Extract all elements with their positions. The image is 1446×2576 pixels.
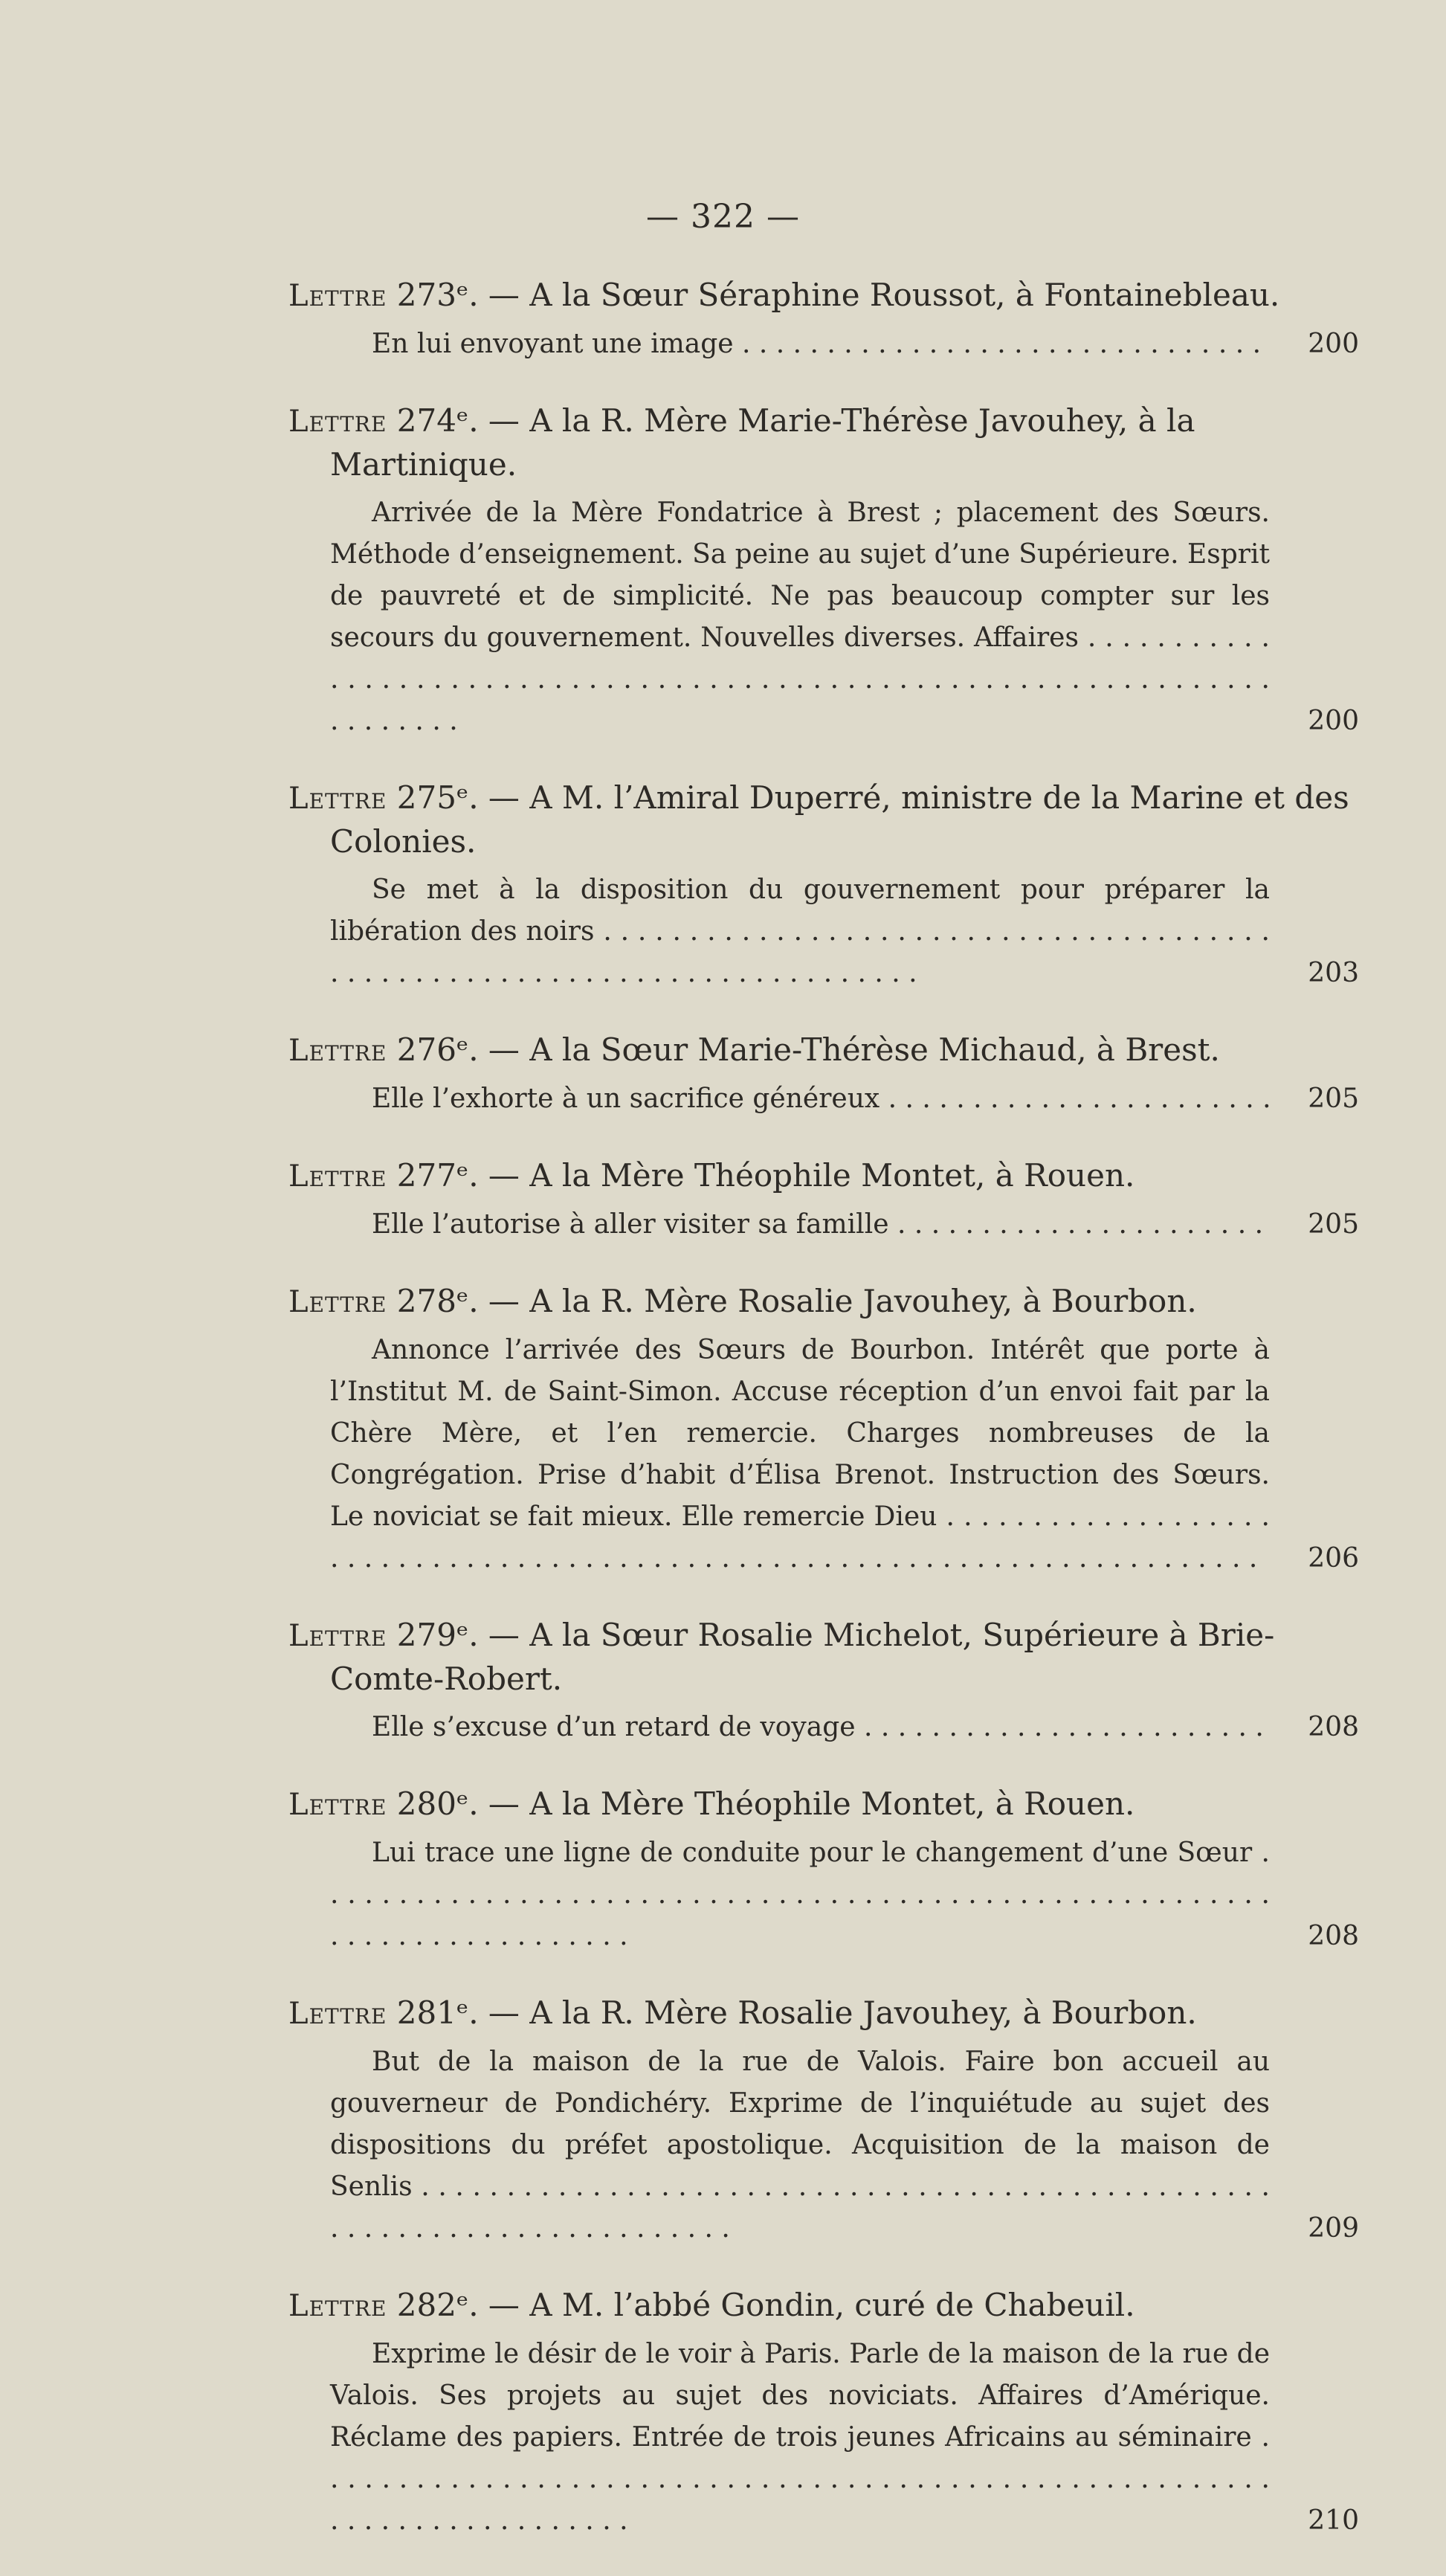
entry-page-reference: 200	[1308, 706, 1359, 736]
entry-heading	[288, 274, 1356, 318]
entry-summary: Annonce l’arrivée des Sœurs de Bourbon. Intérêt que porte à l’Institut M. de Saint-Simon. Accuse réception d’un envoi fait par la Chère Mère, et l’en remercie. Charges nombreuses de la Congrégation. Prise d’habit d’Élisa Brenot. Instruction des Sœurs. Le noviciat se fait mieux. Elle remercie Dieu . . .	[288, 1330, 1270, 1580]
entry-heading	[288, 2284, 1356, 2328]
entry-label: Lettre	[288, 782, 387, 816]
entry-summary: Arrivée de la Mère Fondatrice à Brest ; placement des Sœurs. Méthode d’enseignement. Sa peine au sujet d’une Supérieure. Esprit de pauvreté et de simplicité. Ne pas beaucoup compter sur les secours du gouvernement. Nouvelles diverses. Affaires . . .	[288, 492, 1270, 742]
entry-label: Lettre	[288, 405, 387, 439]
entry-label: Lettre	[288, 2289, 387, 2323]
entry-page-reference: 208	[1308, 1712, 1359, 1742]
entry-summary-row	[288, 2041, 1404, 2250]
entry-page-reference: 203	[1308, 958, 1359, 988]
entry-page-reference: 206	[1308, 1543, 1359, 1574]
toc-entry-274	[288, 399, 1404, 742]
entry-label: Lettre	[288, 1159, 387, 1194]
entry-title: 277ᵉ. — A la Mère Théophile Montet, à Rouen.	[396, 1157, 1135, 1194]
entry-summary-row	[288, 492, 1404, 742]
entry-label: Lettre	[288, 1788, 387, 1822]
entry-title: 275ᵉ. — A M. l’Amiral Duperré, ministre de la Marine et des Colonies.	[330, 779, 1349, 860]
entry-summary: Elle s’excuse d’un retard de voyage . . .	[288, 1707, 1270, 1748]
entry-title: 279ᵉ. — A la Sœur Rosalie Michelot, Supérieure à Brie-Comte-Robert.	[330, 1617, 1275, 1697]
toc-entry-281	[288, 1991, 1404, 2250]
entry-title: 280ᵉ. — A la Mère Théophile Montet, à Rouen.	[396, 1786, 1135, 1822]
toc-entry-280	[288, 1783, 1404, 1957]
entry-title: 273ᵉ. — A la Sœur Séraphine Roussot, à Fontainebleau.	[396, 277, 1280, 313]
entry-summary: Exprime le désir de le voir à Paris. Parle de la maison de la rue de Valois. Ses projets au sujet des noviciats. Affaires d’Amérique. Réclame des papiers. Entrée de trois jeunes Africains au séminaire . . .	[288, 2334, 1270, 2542]
entry-title: 274ᵉ. — A la R. Mère Marie-Thérèse Javouhey, à la Martinique.	[330, 402, 1195, 483]
entry-heading	[288, 1028, 1356, 1072]
entry-label: Lettre	[288, 1285, 387, 1319]
entry-page-reference: 205	[1308, 1083, 1359, 1114]
toc-entry-275	[288, 776, 1404, 994]
toc-entry-282	[288, 2284, 1404, 2542]
entry-summary-row	[288, 1330, 1404, 1580]
entry-page-reference: 209	[1308, 2213, 1359, 2244]
entry-heading	[288, 776, 1356, 863]
entry-summary: Elle l’exhorte à un sacrifice généreux . . .	[288, 1078, 1270, 1120]
entry-title: 281ᵉ. — A la R. Mère Rosalie Javouhey, à Bourbon.	[396, 1994, 1197, 2031]
entry-heading	[288, 1614, 1356, 1701]
entry-summary-row	[288, 323, 1404, 365]
entry-summary: But de la maison de la rue de Valois. Faire bon accueil au gouverneur de Pondichéry. Exprime de l’inquiétude au sujet des dispositions du préfet apostolique. Acquisition de la maison de Senlis . . .	[288, 2041, 1270, 2250]
entry-summary-row	[288, 1832, 1404, 1957]
entry-summary-row	[288, 1707, 1404, 1748]
entry-summary: Elle l’autorise à aller visiter sa famille . . .	[288, 1204, 1270, 1246]
entry-summary-row	[288, 2334, 1404, 2542]
entry-summary-row	[288, 869, 1404, 994]
page-number: — 322 —	[646, 198, 800, 236]
toc-entry-278	[288, 1280, 1404, 1580]
entry-heading	[288, 1991, 1356, 2035]
entry-label: Lettre	[288, 1034, 387, 1068]
entry-page-reference: 200	[1308, 329, 1359, 359]
entry-summary: Lui trace une ligne de conduite pour le changement d’une Sœur . . .	[288, 1832, 1270, 1957]
entry-heading	[288, 399, 1356, 486]
entry-summary: En lui envoyant une image . . .	[288, 323, 1270, 365]
entry-label: Lettre	[288, 279, 387, 313]
entry-heading	[288, 1154, 1356, 1198]
toc-entry-279	[288, 1614, 1404, 1748]
entry-heading	[288, 1783, 1356, 1826]
toc-entry-277	[288, 1154, 1404, 1246]
table-of-contents	[288, 274, 1404, 2576]
entry-page-reference: 210	[1308, 2505, 1359, 2536]
entry-title: 278ᵉ. — A la R. Mère Rosalie Javouhey, à Bourbon.	[396, 1283, 1197, 1319]
entry-heading	[288, 1280, 1356, 1324]
toc-entry-276	[288, 1028, 1404, 1120]
entry-title: 282ᵉ. — A M. l’abbé Gondin, curé de Chabeuil.	[396, 2287, 1135, 2323]
entry-label: Lettre	[288, 1619, 387, 1653]
entry-label: Lettre	[288, 1997, 387, 2031]
entry-page-reference: 205	[1308, 1209, 1359, 1240]
entry-page-reference: 208	[1308, 1921, 1359, 1951]
toc-entry-273	[288, 274, 1404, 365]
entry-summary-row	[288, 1204, 1404, 1246]
entry-summary-row	[288, 1078, 1404, 1120]
entry-summary: Se met à la disposition du gouvernement pour préparer la libération des noirs . . .	[288, 869, 1270, 994]
entry-title: 276ᵉ. — A la Sœur Marie-Thérèse Michaud, à Brest.	[396, 1031, 1220, 1068]
